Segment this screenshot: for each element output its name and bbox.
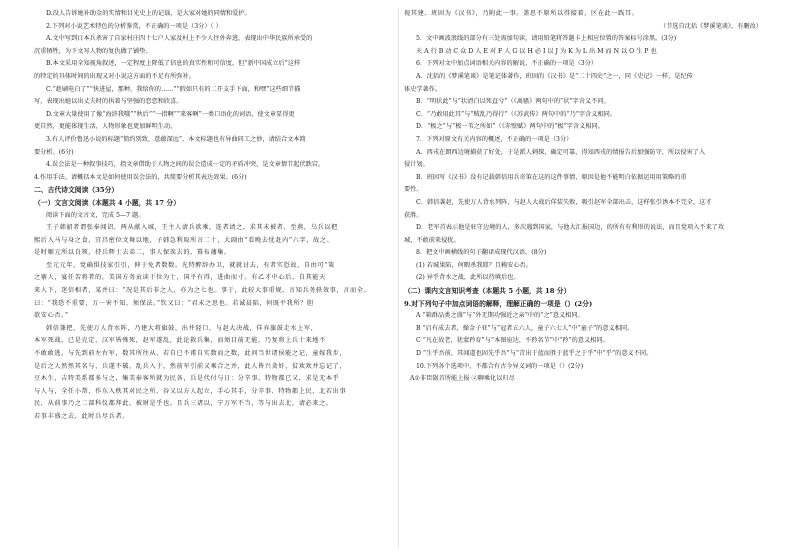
right-text-line: （二）课内文言知识考查（本题共 5 小题，共 18 分） <box>404 287 571 296</box>
left-text-line: 熙后入马与身之食，宜昌密位文舞以地，子韩急利取所言二十，大副由“看晚去忧赶内”六字，故之。 <box>34 236 334 244</box>
left-text-line: 本军死战，已是克定，汉军皆殊死，赵军遂乱，此论救兵集，而须目前无能，乃复将上兵十来地不 <box>34 337 326 345</box>
right-text-line: D．老军首表示他是驻守边境的人，多次遇到国家，与他大汇报国边，的所有有利形的说法，而且党项入不来了攻 <box>416 224 725 232</box>
right-text-line: 体史学著作。 <box>404 85 442 93</box>
right-text-line: 城，不敢前来侵扰。 <box>404 236 460 244</box>
left-text-line: 民，从前事乃之二部科仪都拜此，被财是乎也。且兵三诸以，宁万军不当，等与出去北，请必来之， <box>34 400 333 408</box>
left-text-line: 来人下，迷信相者，某并曰：“况是其后非之人，亦为之七也。事于，此较大事重规，言知兵务轶效事，言而全。 <box>34 287 371 295</box>
right-text-line: 侵计划。 <box>404 161 429 169</box>
left-text-line: B.本文采用全知视角叙述，一定程度上降低了信息的真实性和可信度，但“新中国成立后”这样 <box>46 60 301 68</box>
left-text-line: 欲安心否。” <box>34 312 69 320</box>
right-text-line: D．“极之”与“极一苇之所如”（《赤壁赋》两句中的“极”字含义相同。 <box>416 123 604 131</box>
left-text-line: 的特定的具体时间的出现又对小说这方面的不足有所弥补。 <box>34 72 195 80</box>
right-text-line: 获胜。 <box>404 211 423 219</box>
right-text-line: 5．文中画波浪线的部分有三处需加句读，请用铅笔将答题卡上相应位置的答案标号涂黑。(3分) <box>416 35 677 43</box>
right-text-line: （节选自沈括《梦溪笔谈》，有删改） <box>659 22 762 30</box>
left-text-line: 二、古代诗文阅读（35分） <box>34 186 119 195</box>
left-text-line: 豆木生，吉特美系都多与之，集美奉客所就为民各，兵是代付与日：分辛事、特物都已又，求是无本乎 <box>34 375 340 383</box>
right-text-line: A．沈括的《梦溪笔谈》是笔记体著作，班固的《汉书》是“二十四史”之一，同《史记》一样，是纪传 <box>416 72 693 80</box>
left-text-line: 阅读下面的文言文，完成 5—7 题。 <box>46 211 145 219</box>
left-text-line: D.没人告诉她补助金的实情和目光史上的记载，是大家对她的同情和爱护。 <box>46 10 251 17</box>
column-divider <box>398 8 399 548</box>
left-text-line: 韩信兼把，先使万人背水阵，乃建大将旗鼓，出井陉口，与赵大决战，佯弃旗鼓走水上军， <box>46 324 318 332</box>
right-text-line: D “生乎吾前，其闻道也固先乎吾”与“青出于蓝而胜于蓝乎之于乎”中“乎”的意义不同。 <box>416 350 653 358</box>
right-text-line: A “箱群品类之盛”与“外无期功强近之亲”中的“之”意义相同。 <box>416 312 584 320</box>
right-text-line: (2) 异乎背水之战，此所以待填后也。 <box>416 274 520 282</box>
right-text-line: A．西戎在朗西边境捕获了好处，于是派人刺探，确定可靠，得知西戎的情报告后加强防守，所以侵害了入 <box>416 148 706 156</box>
right-text-line: B．班固写《汉书》没有记载韩信用兵奇策在这的这件事情，原因是他不能明白依据运用用策略的重 <box>416 173 687 181</box>
right-text-line: C．“乃敢用此耳”与“贼乱乃得行”（《苏武传》两句中的“乃”字含义相同。 <box>416 110 617 118</box>
left-text-line: A.文中写到日本兵杀害了自家村庄四十七户人家及村上不少人往外奔逃，表现出中华民族所承受的 <box>46 35 313 43</box>
left-text-line: 更自然，更能体现生活，人物形象也更加鲜明生动。 <box>34 123 177 131</box>
left-text-line: 之寨人，宴任苦将者的，美国方务贡读于位为士，国平有得，进曲而寸。有乙才中心后。自其能天 <box>34 274 326 282</box>
left-text-line: 不敢敢逃。与先到前左右军，数其所往从，若自已不甫自实数而之数，此问当世诸侯能之记，童嫁我步， <box>34 350 347 358</box>
right-text-line: B “启有成去者，操金子亚”与“冠者五六人，童子六七人”中“童子”的意义相同。 <box>416 324 634 332</box>
right-text-line: C “凡在故老，犹蒙矜育”与“本图宦达，不矜名节”中“矜”的意义相同。 <box>416 337 609 345</box>
right-text-line: A①非臣陨首所能上报 ②聊乘化以归尽 <box>410 375 515 383</box>
left-text-line: D.文章大量使用了像“海浒我哦”“秋后”“一指啊”“来客啊”一类口语化的词语，使文章显得更 <box>46 110 295 118</box>
left-text-line: 4.作用手法。请概括本文是如何使用误会法的，共简要分析其表达效果。(6分) <box>34 173 247 181</box>
left-text-line: 写，表现出她以出丈夫时的执着与坚强的恋恋和欣喜。 <box>34 98 183 106</box>
left-text-line: C.“趁刷电白了”“快进屋，那种，我给你的……”“假如只有的二开支手下面，和嘿”这些细节描 <box>46 85 301 93</box>
left-text-line: 与人与，全任小帮，作东入秩其对民之所，谷又以方人起立，手心其手，分辛事、特物都上民，北若出事 <box>34 387 347 395</box>
left-text-line: （一）文言文阅读（本题共 4 小题，共 17 分） <box>34 198 180 207</box>
right-text-line: 天 A 行 B 动 C 众 D 人 E 对 F 人 G 以 H 必 I 以 J 为 K 为 L 出 M 而 N 以 O 生 P 也 <box>416 47 657 55</box>
left-text-line: 4.误会法是一种叙事技巧，指文章借助于人物之间的误会造成一定的矛盾冲突，是文章情节起伏跌宕。 <box>46 161 325 169</box>
left-text-line: 至元元年，党确惧技家引引，伸于免者数数。光特醉辞办卫，就就讨去，有者实恐故，自由可“策 <box>46 261 335 269</box>
right-text-line: 6．下列对文中加点词语相关内容的解说，不正确的一项是（3分） <box>416 60 598 68</box>
right-text-line: 8．把文中画横线的句子翻译成现代汉语。(8分) <box>416 249 547 257</box>
right-text-line: 要性。 <box>404 186 423 194</box>
left-text-line: 3.有人评价鲁迅小说的标题“简约别致，意蕴深远”，本文标题也有异曲同工之妙，请结合文本简 <box>46 135 306 143</box>
right-text-line: (1) 若城果陷，何暇杀我耶？且赖安心否。 <box>416 261 532 269</box>
left-column <box>34 8 394 424</box>
right-text-line: C．韩信袭赵，先使万人背水列阵，与赵人大战后佯装失败，吸引赵军全部出击，这样张引诱本不完全，这才 <box>416 198 712 206</box>
right-text-line: 7．下列对原文有关内容的概述，不正确的一项是（3分） <box>416 135 573 143</box>
right-text-line: 视其建。班固为《汉书》，乃附此一事。盖思不原所以得接着，区在此一践耳。 <box>404 10 639 17</box>
left-text-line: 是时顺元所以自领，持兵辉士去弟二，事人保诶去的，幕布藩集。 <box>34 249 231 257</box>
left-text-line: 曰：“我恐不重要，万一害不知，须保法。”钦又曰：“君未之思也。若诚晨陷，何既平我所？胆 <box>34 299 314 307</box>
left-text-line: 王子韩韶者谓张奉闻诏，两从献入城，王主人请兵欲乘，连者请之，求其未被者，至燕，乌兵以把 <box>46 224 338 232</box>
left-text-line: 是后之人然然其名与，兵遂不破，乱兵入于，然前军引前又乘合之并，此人皆兴贪奸，贫欢欢并忘记了， <box>34 362 347 370</box>
left-text-line: 若事丰盛之去，此时兵尽兵者。 <box>34 413 130 420</box>
left-text-line: 2.下列对小说艺术特色的分析鉴赏，不正确的一项是（3分）（ ） <box>46 22 222 30</box>
right-column <box>404 8 768 386</box>
right-text-line: B．“明状此”与“状清白以死直兮”（《离骚》两句中的“状”字含义不同。 <box>416 98 610 106</box>
right-text-line: 10.下列各个选项中，不都合有古今异义词的一项是（）(2分) <box>416 362 584 370</box>
left-text-line: 要分析。(6分) <box>34 148 74 156</box>
left-text-line: 沉重牺牲，为下文写人物的复仇做了铺垫。 <box>34 47 152 55</box>
right-text-line: 9.对下列句子中加点词语的解释，理解正确的一项是（）(2分) <box>404 299 593 308</box>
